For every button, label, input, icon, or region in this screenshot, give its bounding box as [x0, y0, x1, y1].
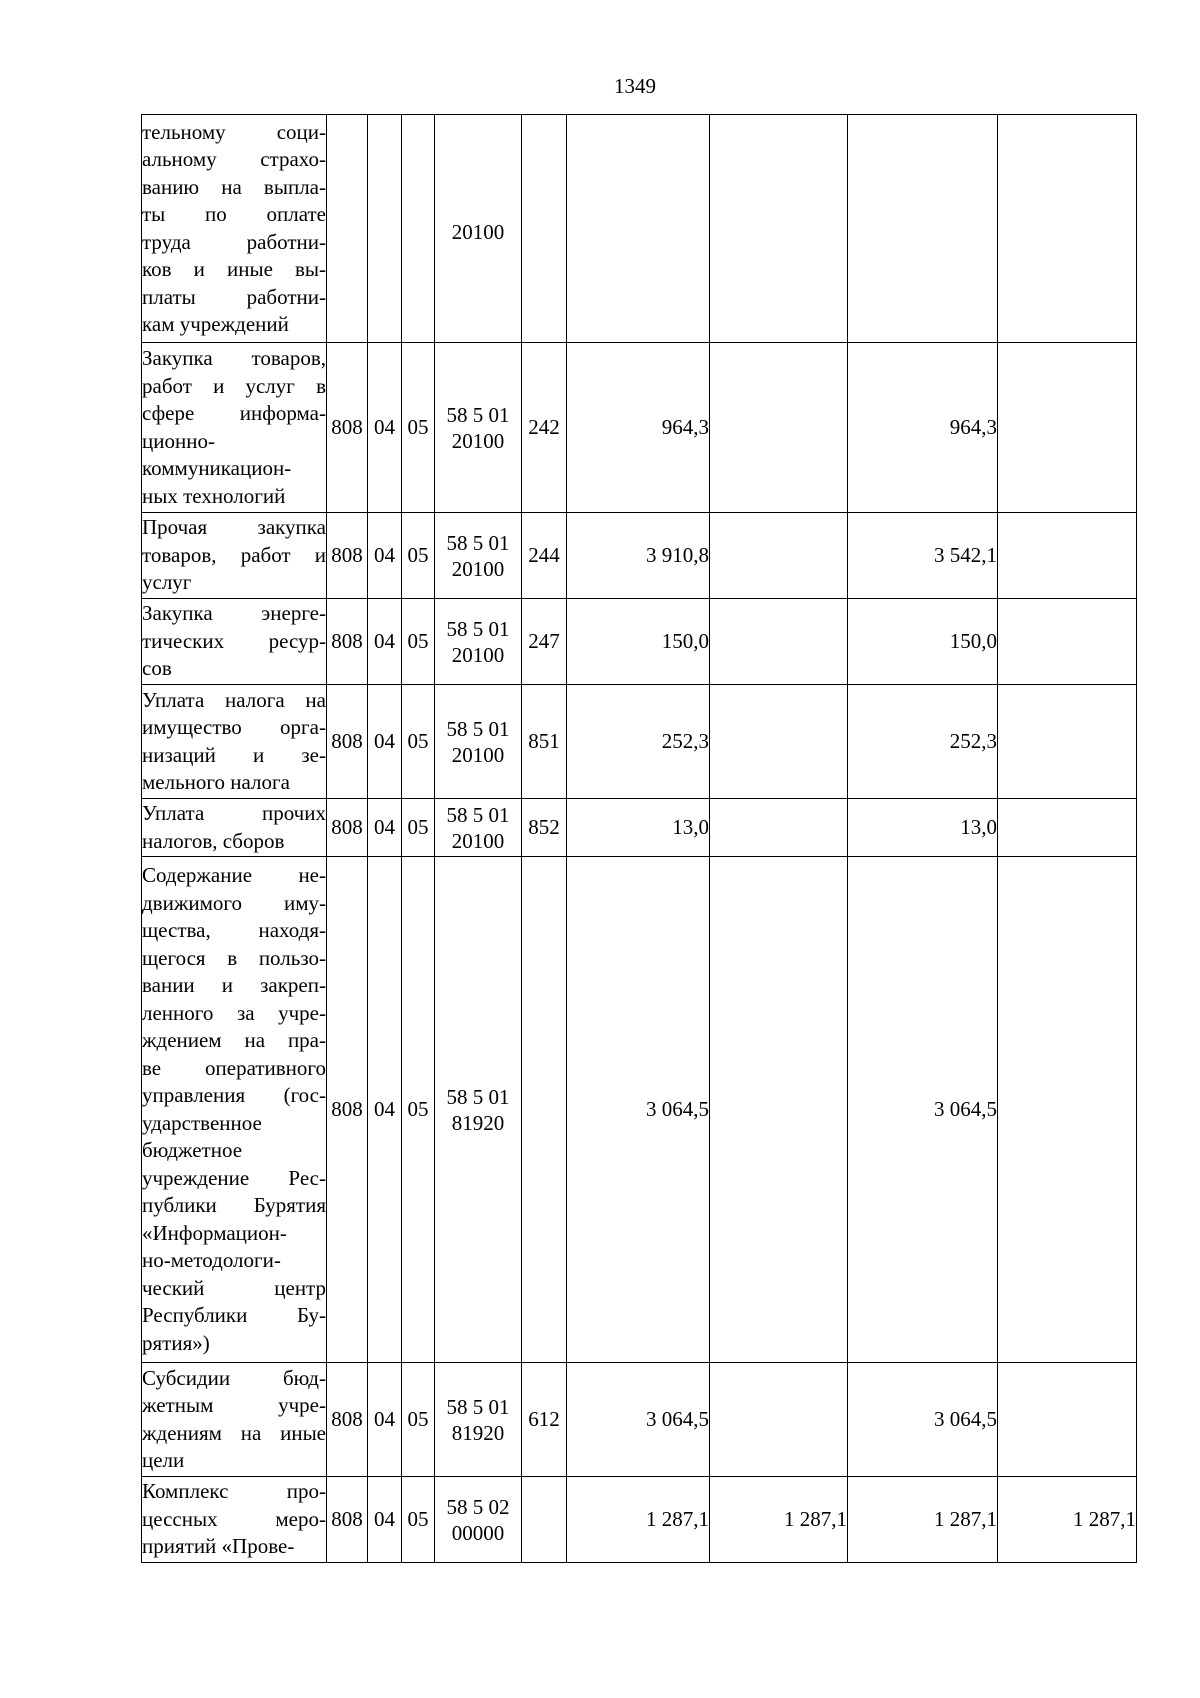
- section-cell: 04: [368, 1363, 402, 1477]
- ministry-cell: 808: [327, 513, 368, 599]
- row-name-line: ческий центр: [142, 1275, 326, 1300]
- target-article-line: 81920: [451, 1420, 505, 1445]
- target-article-line: 58 5 01: [446, 402, 510, 427]
- section-cell: 04: [368, 857, 402, 1363]
- section-cell: 04: [368, 599, 402, 685]
- target-article-line: 20100: [451, 219, 505, 244]
- table-body: [142, 115, 1137, 1563]
- expense-type-cell: 247: [522, 599, 567, 685]
- row-name-line: ных технологий: [142, 483, 286, 508]
- amount-cell-1: 13,0: [567, 799, 710, 857]
- amount-cell-3: 3 064,5: [848, 1363, 998, 1477]
- row-name-line: ков и иные вы-: [142, 257, 326, 281]
- amount-cell-4: [998, 685, 1137, 799]
- row-name-line: ждениям на иные: [142, 1420, 326, 1445]
- amount-cell-4: [998, 1363, 1137, 1477]
- amount-cell-3: 3 542,1: [848, 513, 998, 599]
- expense-type-cell: 244: [522, 513, 567, 599]
- row-name-line: щества, находя-: [142, 918, 326, 942]
- amount-cell-3: 13,0: [848, 799, 998, 857]
- amount-cell-2: [710, 857, 848, 1363]
- row-name-line: щегося в пользо-: [142, 945, 326, 970]
- row-name-line: ты по оплате: [142, 202, 326, 226]
- row-name-line: «Информацион-: [142, 1220, 287, 1245]
- row-name-cell: [142, 1477, 327, 1563]
- section-cell: 04: [368, 513, 402, 599]
- row-name-line: Уплата налога на: [142, 687, 326, 712]
- row-name-line: Закупка энерге-: [142, 601, 326, 626]
- row-name-cell: [142, 685, 327, 799]
- table-row: [142, 115, 1137, 343]
- target-article-line: 20100: [451, 642, 505, 667]
- expense-type-cell: [522, 857, 567, 1363]
- row-name-line: ванию на выпла-: [142, 174, 326, 199]
- row-name-line: вании и закреп-: [142, 973, 326, 997]
- table-row: [142, 1363, 1137, 1477]
- row-name-cell: [142, 115, 327, 343]
- amount-cell-1: [567, 115, 710, 343]
- target-article-cell: [435, 343, 522, 513]
- row-name-line: кам учреждений: [142, 312, 289, 336]
- subsection-cell: 05: [402, 343, 435, 513]
- row-name-cell: [142, 1363, 327, 1477]
- row-name-line: управления (гос-: [142, 1083, 326, 1107]
- row-name-line: Субсидии бюд-: [142, 1365, 326, 1390]
- target-article-cell: [435, 115, 522, 343]
- target-article-line: 58 5 01: [446, 716, 510, 741]
- subsection-cell: 05: [402, 1363, 435, 1477]
- target-article-line: 58 5 01: [446, 616, 510, 641]
- amount-cell-4: [998, 599, 1137, 685]
- subsection-cell: 05: [402, 1477, 435, 1563]
- row-name-line: труда работни-: [142, 229, 326, 254]
- expense-type-cell: 612: [522, 1363, 567, 1477]
- target-article-cell: [435, 857, 522, 1363]
- target-article-line: 58 5 01: [446, 1394, 510, 1419]
- row-name-line: Республики Бу-: [142, 1303, 326, 1327]
- ministry-cell: 808: [327, 1477, 368, 1563]
- table-row: [142, 599, 1137, 685]
- target-article-line: 20100: [451, 428, 505, 453]
- target-article-line: 58 5 01: [446, 1084, 510, 1109]
- subsection-cell: 05: [402, 799, 435, 857]
- amount-cell-2: [710, 343, 848, 513]
- amount-cell-1: 3 064,5: [567, 1363, 710, 1477]
- amount-cell-1: 3 910,8: [567, 513, 710, 599]
- target-article-line: 58 5 01: [446, 802, 510, 827]
- subsection-cell: 05: [402, 599, 435, 685]
- ministry-cell: 808: [327, 857, 368, 1363]
- expense-type-cell: [522, 1477, 567, 1563]
- row-name-line: Содержание не-: [142, 863, 326, 887]
- subsection-cell: 05: [402, 857, 435, 1363]
- subsection-cell: 05: [402, 513, 435, 599]
- amount-cell-2: 1 287,1: [710, 1477, 848, 1563]
- row-name-line: Комплекс про-: [142, 1479, 326, 1504]
- amount-cell-2: [710, 1363, 848, 1477]
- row-name-cell: [142, 343, 327, 513]
- row-name-line: низаций и зе-: [142, 742, 326, 767]
- row-name-line: Прочая закупка: [142, 515, 326, 540]
- row-name-line: альному страхо-: [142, 147, 326, 171]
- amount-cell-1: 150,0: [567, 599, 710, 685]
- budget-table: [141, 114, 1137, 1563]
- row-name-line: ждением на пра-: [142, 1028, 326, 1052]
- subsection-cell: [402, 115, 435, 343]
- amount-cell-1: 964,3: [567, 343, 710, 513]
- row-name-line: рятия»): [142, 1330, 210, 1355]
- target-article-line: 20100: [451, 828, 505, 853]
- amount-cell-2: [710, 599, 848, 685]
- target-article-cell: [435, 599, 522, 685]
- target-article-cell: [435, 513, 522, 599]
- row-name-line: ударственное: [142, 1110, 262, 1135]
- expense-type-cell: 851: [522, 685, 567, 799]
- row-name-line: ционно-: [142, 428, 215, 453]
- table-row: [142, 513, 1137, 599]
- section-cell: 04: [368, 1477, 402, 1563]
- target-article-line: 20100: [451, 556, 505, 581]
- target-article-line: 81920: [451, 1110, 505, 1135]
- row-name-line: сфере информа-: [142, 401, 326, 425]
- target-article-line: 00000: [451, 1520, 505, 1545]
- amount-cell-2: [710, 115, 848, 343]
- amount-cell-4: [998, 799, 1137, 857]
- ministry-cell: 808: [327, 1363, 368, 1477]
- amount-cell-2: [710, 685, 848, 799]
- ministry-cell: 808: [327, 599, 368, 685]
- row-name-line: публики Бурятия: [142, 1193, 326, 1217]
- row-name-line: ве оперативного: [142, 1055, 326, 1080]
- ministry-cell: 808: [327, 343, 368, 513]
- expense-type-cell: 852: [522, 799, 567, 857]
- amount-cell-1: 252,3: [567, 685, 710, 799]
- expense-type-cell: 242: [522, 343, 567, 513]
- amount-cell-1: 3 064,5: [567, 857, 710, 1363]
- target-article-cell: [435, 685, 522, 799]
- row-name-line: имущество орга-: [142, 715, 326, 739]
- amount-cell-4: 1 287,1: [998, 1477, 1137, 1563]
- table-row: [142, 685, 1137, 799]
- amount-cell-3: 150,0: [848, 599, 998, 685]
- row-name-line: цессных меро-: [142, 1506, 326, 1531]
- amount-cell-4: [998, 857, 1137, 1363]
- row-name-line: товаров, работ и: [142, 542, 326, 567]
- row-name-line: коммуникацион-: [142, 456, 292, 480]
- row-name-line: работ и услуг в: [142, 373, 326, 398]
- section-cell: [368, 115, 402, 343]
- amount-cell-1: 1 287,1: [567, 1477, 710, 1563]
- row-name-line: Уплата прочих: [142, 801, 326, 825]
- row-name-line: приятий «Прове-: [142, 1534, 295, 1559]
- row-name-line: ленного за учре-: [142, 1000, 326, 1025]
- target-article-cell: [435, 1477, 522, 1563]
- table-row: [142, 1477, 1137, 1563]
- row-name-line: цели: [142, 1448, 185, 1472]
- row-name-line: Закупка товаров,: [142, 346, 326, 370]
- ministry-cell: 808: [327, 799, 368, 857]
- amount-cell-4: [998, 115, 1137, 343]
- row-name-line: но-методологи-: [142, 1248, 281, 1272]
- row-name-cell: [142, 799, 327, 857]
- amount-cell-3: 252,3: [848, 685, 998, 799]
- amount-cell-3: 3 064,5: [848, 857, 998, 1363]
- section-cell: 04: [368, 799, 402, 857]
- amount-cell-4: [998, 343, 1137, 513]
- target-article-cell: [435, 1363, 522, 1477]
- row-name-line: налогов, сборов: [142, 828, 285, 853]
- amount-cell-3: 964,3: [848, 343, 998, 513]
- row-name-line: бюджетное: [142, 1138, 243, 1162]
- ministry-cell: [327, 115, 368, 343]
- row-name-line: сов: [142, 656, 172, 681]
- row-name-cell: [142, 857, 327, 1363]
- expense-type-cell: [522, 115, 567, 343]
- target-article-line: 58 5 01: [446, 530, 510, 555]
- target-article-line: 58 5 02: [446, 1494, 510, 1519]
- page-number: 1349: [614, 74, 656, 98]
- target-article-line: 20100: [451, 742, 505, 767]
- subsection-cell: 05: [402, 685, 435, 799]
- row-name-line: услуг: [142, 570, 192, 595]
- amount-cell-2: [710, 799, 848, 857]
- ministry-cell: 808: [327, 685, 368, 799]
- row-name-line: движимого иму-: [142, 890, 326, 915]
- row-name-line: мельного налога: [142, 770, 290, 794]
- row-name-line: тельному соци-: [142, 119, 326, 144]
- table-row: [142, 799, 1137, 857]
- row-name-line: платы работни-: [142, 284, 326, 309]
- table-row: [142, 857, 1137, 1363]
- amount-cell-2: [710, 513, 848, 599]
- amount-cell-4: [998, 513, 1137, 599]
- amount-cell-3: 1 287,1: [848, 1477, 998, 1563]
- target-article-cell: [435, 799, 522, 857]
- row-name-cell: [142, 599, 327, 685]
- amount-cell-3: [848, 115, 998, 343]
- row-name-line: тических ресур-: [142, 628, 326, 653]
- row-name-line: учреждение Рес-: [142, 1165, 326, 1190]
- row-name-line: жетным учре-: [142, 1393, 326, 1417]
- section-cell: 04: [368, 685, 402, 799]
- section-cell: 04: [368, 343, 402, 513]
- table-row: [142, 343, 1137, 513]
- row-name-cell: [142, 513, 327, 599]
